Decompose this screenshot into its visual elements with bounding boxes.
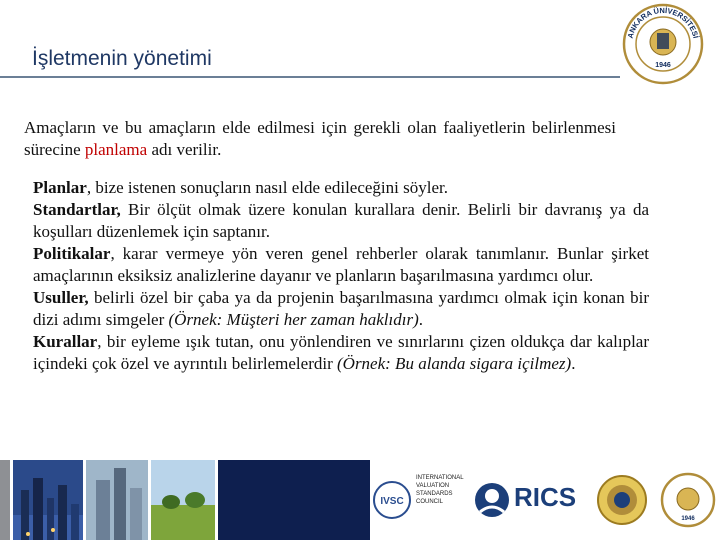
item-usuller: Usuller, belirli özel bir çaba ya da projenin başarılmasına yardımcı olmak için konan bir dizi adımı simgeler (Örnek: Müşteri her zaman haklıdır).: [33, 288, 649, 329]
title-divider: [0, 76, 620, 78]
svg-text:ANKARA ÜNİVERSİTESİ: ANKARA ÜNİVERSİTESİ: [625, 5, 701, 40]
landscape-image: [151, 460, 215, 540]
towers-image: [86, 460, 148, 540]
ivsc-caption: INTERNATIONAL VALUATION STANDARDS COUNCIL: [416, 475, 464, 505]
footer-tile-grey: [0, 460, 10, 540]
ankara-university-footer-seal-icon: [660, 464, 716, 536]
rics-wordmark: RICS: [514, 482, 577, 512]
item-kurallar: Kurallar, bir eyleme ışık tutan, onu yönlendiren ve sınırlarını çizen oldukça dar kalıplar içindeki çok özel ve ayrıntılı belirlemelerdir (Örnek: Bu alanda sigara içilmez).: [33, 332, 649, 373]
intro-paragraph: Amaçların ve bu amaçların elde edilmesi için gerekli olan faaliyetlerin belirlenmesi sürecine planlama adı verilir.: [24, 118, 616, 159]
ivsc-logo-icon: [372, 476, 412, 524]
rics-lion-icon: [472, 472, 512, 528]
svg-text:IVSC: IVSC: [380, 496, 404, 507]
svg-text:1946: 1946: [655, 62, 671, 69]
city-skyline-image: [13, 460, 83, 540]
partner-logos-panel: [370, 460, 720, 540]
planlama-highlight: planlama: [84, 140, 148, 159]
svg-text:1946: 1946: [681, 516, 695, 522]
gold-seal-icon: [596, 464, 648, 536]
ankara-university-seal-icon: [622, 3, 704, 85]
definition-list: [33, 177, 649, 375]
item-politikalar: Politikalar, karar vermeye yön veren genel rehberler olarak tanımlanır. Bunlar şirket amaçlarının eksiksiz analizlerine dayanır ve planların başarılmasına yardımcı olur.: [33, 244, 649, 285]
item-planlar: Planlar, bize istenen sonuçların nasıl elde edileceğini söyler.: [33, 178, 448, 197]
slide-title: İşletmenin yönetimi: [32, 47, 212, 70]
item-standartlar: Standartlar, Bir ölçüt olmak üzere konulan kurallara denir. Belirli bir davranış ya da koşulları düzenlemek için saptanır.: [33, 200, 649, 241]
footer-banner: [0, 460, 720, 540]
